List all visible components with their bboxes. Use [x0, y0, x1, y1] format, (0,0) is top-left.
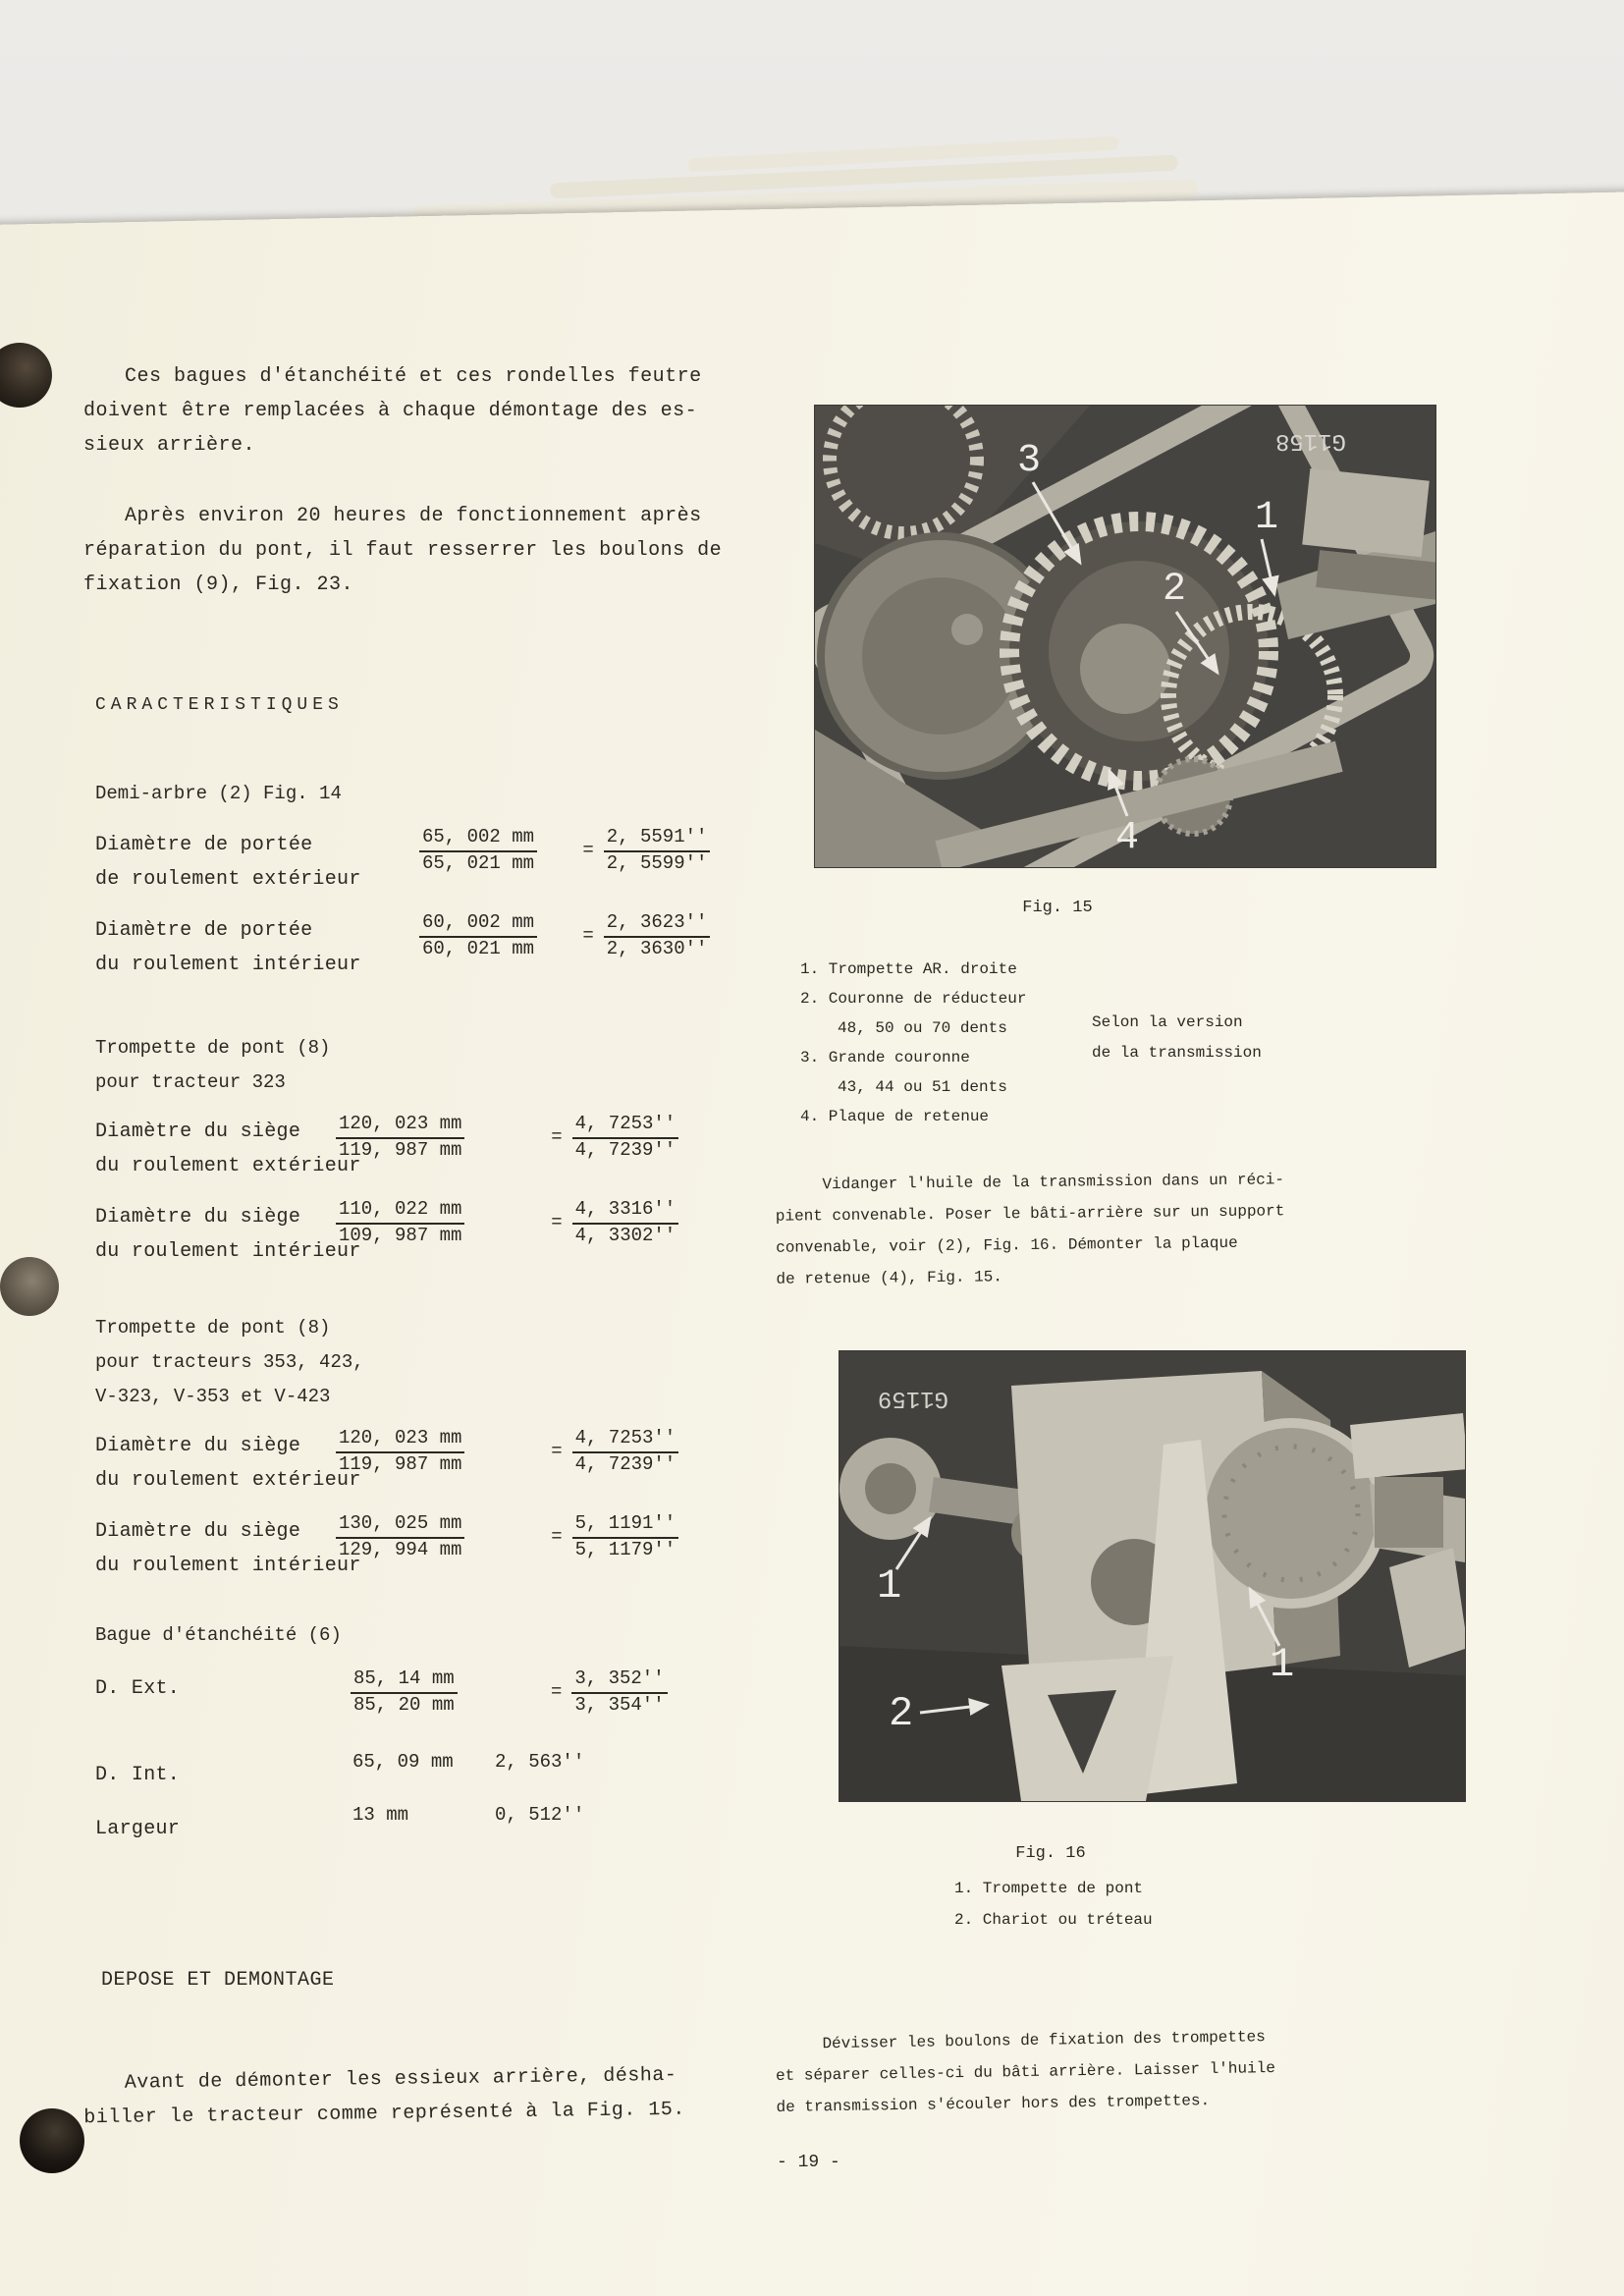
paragraph-bagues	[83, 359, 702, 463]
text-line: Largeur	[95, 1818, 181, 1840]
spec-label	[95, 1758, 180, 1792]
mm-value: 65, 09 mm	[352, 1751, 454, 1773]
text-line: Diamètre du siège	[95, 1435, 301, 1457]
text-line: Bague d'étanchéité (6)	[95, 1624, 342, 1646]
text-line: pour tracteurs 353, 423,	[95, 1351, 364, 1373]
mm-fraction: $\frac{85, 14 mm}{85, 20 mm}$	[351, 1666, 541, 1719]
spec-row	[95, 828, 743, 916]
text-line: de roulement extérieur	[95, 868, 361, 891]
equals-sign: =	[582, 840, 594, 861]
spec-label	[95, 1812, 180, 1846]
spec-group-heading	[95, 1618, 342, 1653]
inch-fraction: $\frac{2, 5591''}{2, 5599''}$	[604, 824, 743, 877]
spec-values	[351, 1666, 743, 1719]
mm-fraction: $\frac{120, 023 mm}{119, 987 mm}$	[336, 1111, 541, 1164]
spec-label	[95, 1671, 180, 1706]
spec-row	[95, 1514, 743, 1603]
text-line: du roulement intérieur	[95, 1240, 361, 1263]
gear-hub-shape	[1080, 624, 1170, 714]
text-line: Diamètre du siège	[95, 1520, 301, 1543]
text-line: D. Int.	[95, 1764, 181, 1786]
equals-sign: =	[550, 1681, 563, 1703]
text-line: Demi-arbre (2) Fig. 14	[95, 783, 342, 804]
fig15-legend-item: 3. Grande couronne	[800, 1049, 970, 1066]
paragraph-avant-demonter	[83, 2058, 686, 2136]
callout-label: 1	[1255, 496, 1279, 540]
fig15-legend-item: 1. Trompette AR. droite	[800, 960, 1017, 978]
drum-hole-shape	[951, 614, 983, 645]
spec-row	[95, 1667, 743, 1760]
spec-values	[336, 1196, 743, 1249]
equals-sign: =	[551, 1126, 563, 1148]
equals-sign: =	[551, 1441, 563, 1462]
callout-label: 3	[1017, 439, 1042, 483]
inch-fraction: $\frac{4, 7253''}{4, 7239''}$	[572, 1111, 743, 1164]
text-line: du roulement intérieur	[95, 954, 361, 976]
spec-label	[95, 1429, 361, 1498]
callout-label: 2	[1163, 568, 1187, 612]
fig15-side-note: Selon la version	[1092, 1013, 1243, 1031]
text-line: Diamètre de portée	[95, 834, 313, 856]
inch-value: 0, 512''	[495, 1804, 585, 1826]
fig15-legend-item: 43, 44 ou 51 dents	[838, 1078, 1007, 1096]
text-line: doivent être remplacées à chaque démontage des es-	[83, 400, 698, 422]
spec-values	[419, 824, 743, 877]
spec-row	[95, 913, 743, 1002]
fig16-legend-item: 1. Trompette de pont	[954, 1880, 1144, 1897]
callout-label: 1	[877, 1562, 902, 1610]
spec-label	[95, 828, 361, 897]
photo-id-mark: G1159	[877, 1385, 949, 1411]
equals-sign: =	[551, 1526, 563, 1548]
inch-fraction: $\frac{4, 7253''}{4, 7239''}$	[572, 1425, 743, 1478]
fig15-legend-item: 48, 50 ou 70 dents	[838, 1019, 1007, 1037]
spec-group-heading	[95, 1311, 364, 1414]
mm-fraction: $\frac{65, 002 mm}{65, 021 mm}$	[419, 824, 572, 877]
spec-values	[419, 909, 743, 962]
mm-value: 13 mm	[352, 1804, 409, 1826]
text-line: Diamètre de portée	[95, 919, 313, 942]
text-line: Diamètre du siège	[95, 1121, 301, 1143]
text-line: pour tracteur 323	[95, 1071, 286, 1093]
photo-id-mark: G1158	[1274, 427, 1347, 454]
text-line: convenable, voir (2), Fig. 16. Démonter la plaque	[776, 1233, 1238, 1257]
equals-sign: =	[582, 925, 594, 947]
spec-label	[95, 1200, 361, 1269]
fig15-legend-item: 4. Plaque de retenue	[800, 1108, 990, 1125]
text-line: Avant de démonter les essieux arrière, désha-	[124, 2063, 677, 2095]
spec-row	[95, 1115, 743, 1203]
callout-label: 4	[1115, 816, 1140, 860]
inch-fraction: $\frac{3, 352''}{3, 354''}$	[571, 1666, 743, 1719]
fig16-legend-item: 2. Chariot ou tréteau	[954, 1911, 1153, 1929]
spec-label	[95, 913, 361, 982]
text-line: Vidanger l'huile de la transmission dans un réci-	[822, 1171, 1285, 1194]
bracket-block-shape	[1375, 1477, 1443, 1548]
hole-punch	[0, 1257, 59, 1316]
text-line: V-323, V-353 et V-423	[95, 1386, 331, 1407]
spec-row	[95, 1200, 743, 1288]
fig15-legend-item: 2. Couronne de réducteur	[800, 990, 1027, 1008]
spec-row	[95, 1804, 743, 1900]
text-line: Trompette de pont (8)	[95, 1317, 331, 1339]
spec-values	[352, 1804, 584, 1826]
fig15-photo	[815, 406, 1435, 867]
text-line: du roulement intérieur	[95, 1555, 361, 1577]
spec-values	[336, 1425, 743, 1478]
fig16-caption: Fig. 16	[1015, 1844, 1086, 1863]
spec-values	[336, 1111, 743, 1164]
bracket-plate-shape	[1302, 468, 1429, 557]
page-number: - 19 -	[777, 2153, 840, 2172]
text-line: de retenue (4), Fig. 15.	[776, 1268, 1003, 1288]
text-line: sieux arrière.	[83, 434, 256, 457]
spec-row	[95, 1429, 743, 1517]
fig15-side-note: de la transmission	[1092, 1044, 1262, 1062]
text-line: pient convenable. Poser le bâti-arrière sur un support	[775, 1202, 1285, 1226]
text-line: Trompette de pont (8)	[95, 1037, 331, 1059]
text-line: biller le tracteur comme représenté à la Fig. 15.	[83, 2098, 685, 2130]
mm-fraction: $\frac{60, 002 mm}{60, 021 mm}$	[419, 909, 572, 962]
text-line: Diamètre du siège	[95, 1206, 301, 1229]
text-line: de transmission s'écouler hors des trompettes.	[776, 2092, 1211, 2116]
spec-label	[95, 1514, 361, 1583]
text-line: réparation du pont, il faut resserrer les boulons de	[83, 539, 723, 562]
callout-label: 2	[889, 1690, 914, 1737]
fig15-caption: Fig. 15	[1022, 899, 1093, 917]
hole-punch	[20, 2108, 84, 2173]
paragraph-apres-20-heures	[83, 499, 722, 602]
inch-value: 2, 563''	[495, 1751, 585, 1773]
text-line: et séparer celles-ci du bâti arrière. Laisser l'huile	[775, 2059, 1276, 2085]
mm-fraction: $\frac{130, 025 mm}{129, 994 mm}$	[336, 1510, 541, 1563]
inch-fraction: $\frac{5, 1191''}{5, 1179''}$	[572, 1510, 743, 1563]
text-line: du roulement extérieur	[95, 1469, 361, 1492]
text-line: D. Ext.	[95, 1677, 181, 1700]
callout-label: 1	[1270, 1641, 1295, 1688]
inch-fraction: $\frac{2, 3623''}{2, 3630''}$	[604, 909, 743, 962]
text-line: fixation (9), Fig. 23.	[83, 574, 354, 596]
equals-sign: =	[551, 1212, 563, 1233]
spec-label	[95, 1115, 361, 1183]
spec-group-heading	[95, 777, 342, 811]
mm-fraction: $\frac{110, 022 mm}{109, 987 mm}$	[336, 1196, 541, 1249]
paragraph-vidanger	[775, 1164, 1285, 1294]
text-line: Après environ 20 heures de fonctionnement après	[125, 505, 702, 527]
fig16-photo	[839, 1351, 1465, 1801]
axle-flange-hub	[865, 1463, 916, 1514]
section-title-caracteristiques: CARACTERISTIQUES	[95, 695, 344, 715]
spec-values	[352, 1751, 584, 1773]
spec-values	[336, 1510, 743, 1563]
text-line: Ces bagues d'étanchéité et ces rondelles feutre	[125, 365, 702, 388]
spec-group-heading	[95, 1031, 330, 1100]
text-line: Dévisser les boulons de fixation des trompettes	[822, 2028, 1266, 2053]
mm-fraction: $\frac{120, 023 mm}{119, 987 mm}$	[336, 1425, 541, 1478]
inch-fraction: $\frac{4, 3316''}{4, 3302''}$	[572, 1196, 743, 1249]
text-line: du roulement extérieur	[95, 1155, 361, 1177]
section-title-depose: DEPOSE ET DEMONTAGE	[101, 1969, 335, 1992]
drum-inner-shape	[862, 577, 1019, 735]
paragraph-devisser	[775, 2021, 1275, 2123]
